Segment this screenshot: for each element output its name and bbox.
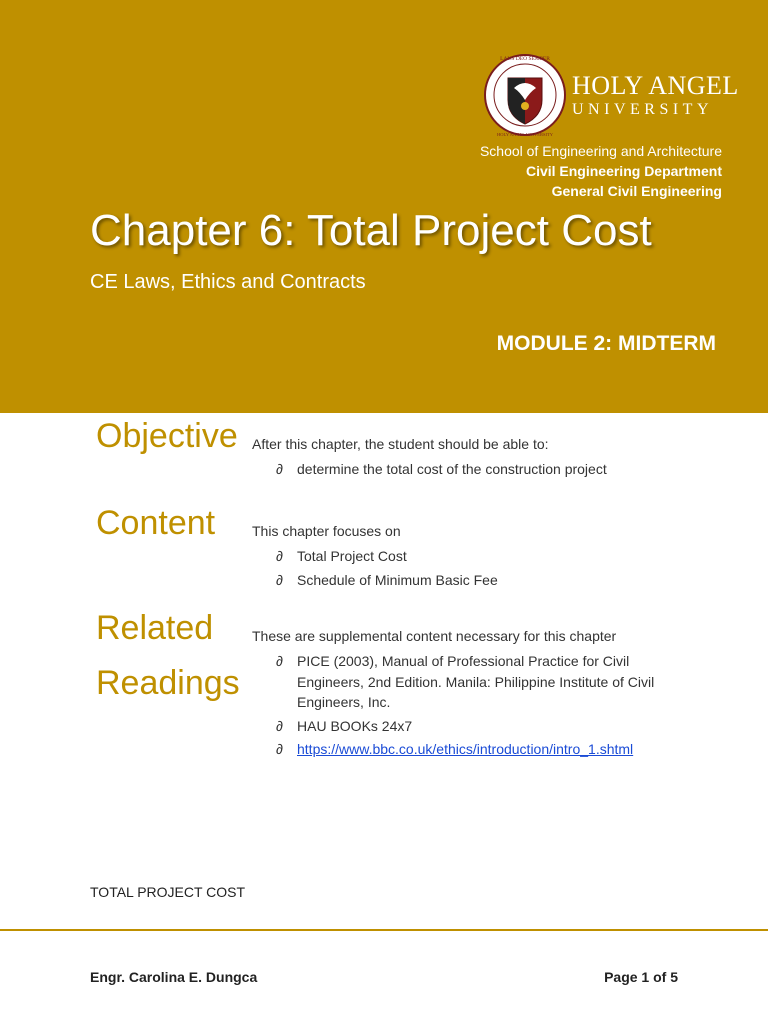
header-banner — [0, 0, 768, 413]
footer-author: Engr. Carolina E. Dungca — [90, 969, 258, 985]
content-heading: Content — [96, 504, 216, 542]
content-intro: This chapter focuses on — [252, 523, 401, 539]
chapter-title: Chapter 6: Total Project Cost — [90, 206, 652, 255]
content-list — [276, 546, 656, 593]
list-item — [276, 739, 656, 760]
bullet-icon: ∂ — [276, 571, 283, 588]
bullet-icon: ∂ — [276, 717, 283, 734]
svg-text:HOLY ANGEL UNIVERSITY: HOLY ANGEL UNIVERSITY — [497, 132, 553, 137]
svg-text:LAUS DEO SEMPER: LAUS DEO SEMPER — [500, 56, 550, 62]
module-label: MODULE 2: MIDTERM — [496, 332, 716, 355]
related-readings-heading: Related Readings — [96, 609, 240, 702]
university-name — [572, 71, 739, 120]
university-seal-icon — [484, 48, 566, 142]
objective-heading: Objective — [96, 417, 238, 455]
list-item: ∂ PICE (2003), Manual of Professional Practice for Civil Engineers, 2nd Edition. Manila: Philippine Institute of Civil Engineers, Inc. — [276, 653, 655, 710]
page-number: Page 1 of 5 — [604, 969, 678, 985]
objective-intro: After this chapter, the student should be able to: — [252, 436, 549, 452]
university-name-line2: UNIVERSITY — [572, 101, 713, 118]
university-name-line1: HOLY ANGEL — [572, 71, 739, 100]
bullet-icon: ∂ — [276, 741, 283, 757]
footer-divider — [0, 929, 768, 931]
department-name: Civil Engineering Department — [525, 163, 722, 179]
bullet-icon: ∂ — [276, 653, 283, 669]
related-list — [276, 651, 656, 763]
running-header: TOTAL PROJECT COST — [90, 884, 246, 900]
bullet-icon: ∂ — [276, 461, 283, 477]
school-name: School of Engineering and Architecture — [479, 143, 722, 159]
program-name: General Civil Engineering — [551, 183, 722, 199]
list-item: ∂ HAU BOOKs 24x7 — [276, 716, 656, 737]
objective-list — [276, 459, 656, 483]
bullet-icon: ∂ — [276, 548, 283, 564]
course-subtitle: CE Laws, Ethics and Contracts — [90, 271, 366, 293]
ethics-reference-link[interactable]: https://www.bbc.co.uk/ethics/introduction/intro_1.shtml — [297, 741, 634, 757]
school-info — [480, 141, 722, 201]
list-item: ∂ determine the total cost of the construction project — [276, 459, 656, 480]
related-intro: These are supplemental content necessary for this chapter — [252, 628, 617, 644]
list-item: ∂ Schedule of Minimum Basic Fee — [276, 570, 656, 591]
list-item: ∂ Total Project Cost — [276, 546, 656, 567]
